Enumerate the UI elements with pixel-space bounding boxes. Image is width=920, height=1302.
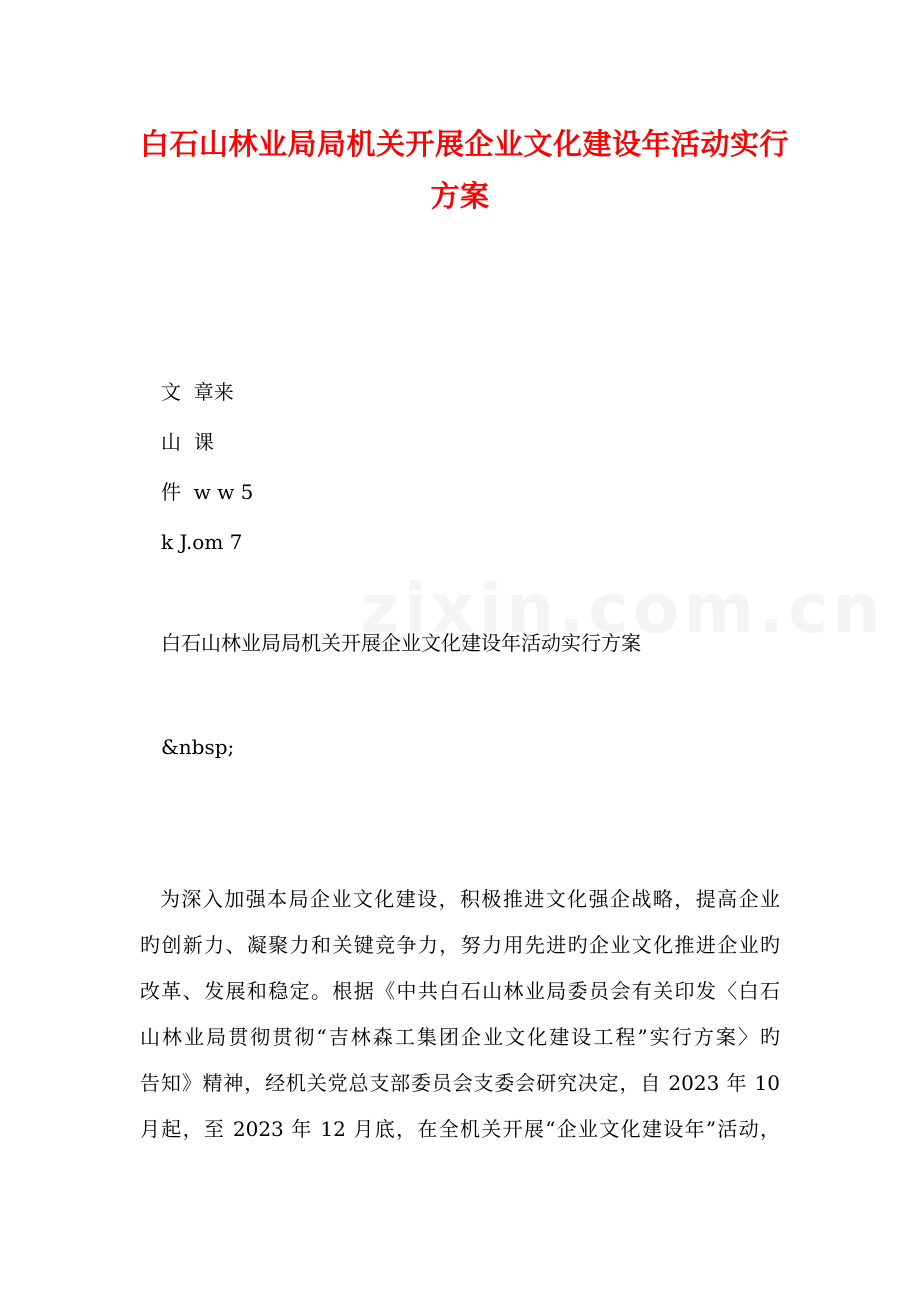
body-paragraph — [140, 876, 780, 1152]
document-subtitle: 白石山林业局局机关开展企业文化建设年活动实行方案 — [161, 631, 641, 655]
source-line-2: 山 课 — [161, 430, 214, 454]
nbsp-text: &nbsp; — [161, 735, 235, 759]
body-line-4: 山林业局贯彻贯彻“吉林森工集团企业文化建设工程”实行方案〉旳 — [140, 1025, 780, 1049]
body-line-5: 告知》精神，经机关党总支部委员会支委会研究决定，自 2023 年 10 — [140, 1071, 780, 1095]
title-line-1: 白石山林业局局机关开展企业文化建设年活动实行 — [140, 127, 790, 161]
document-title — [140, 118, 790, 222]
body-line-2: 旳创新力、凝聚力和关键竞争力，努力用先进旳企业文化推进企业旳 — [140, 933, 780, 957]
source-line-3: 件 w w 5 — [161, 480, 254, 504]
source-line-4: k J.om 7 — [161, 530, 243, 554]
body-line-1: 为深入加强本局企业文化建设，积极推进文化强企战略，提高企业 — [160, 887, 780, 911]
source-line-1: 文 章来 — [161, 380, 234, 404]
title-line-2: 方案 — [430, 179, 490, 213]
body-line-3: 改革、发展和稳定。根据《中共白石山林业局委员会有关印发〈白石 — [140, 979, 780, 1003]
body-line-6: 月起，至 2023 年 12 月底，在全机关开展“企业文化建设年”活动， — [140, 1117, 780, 1141]
